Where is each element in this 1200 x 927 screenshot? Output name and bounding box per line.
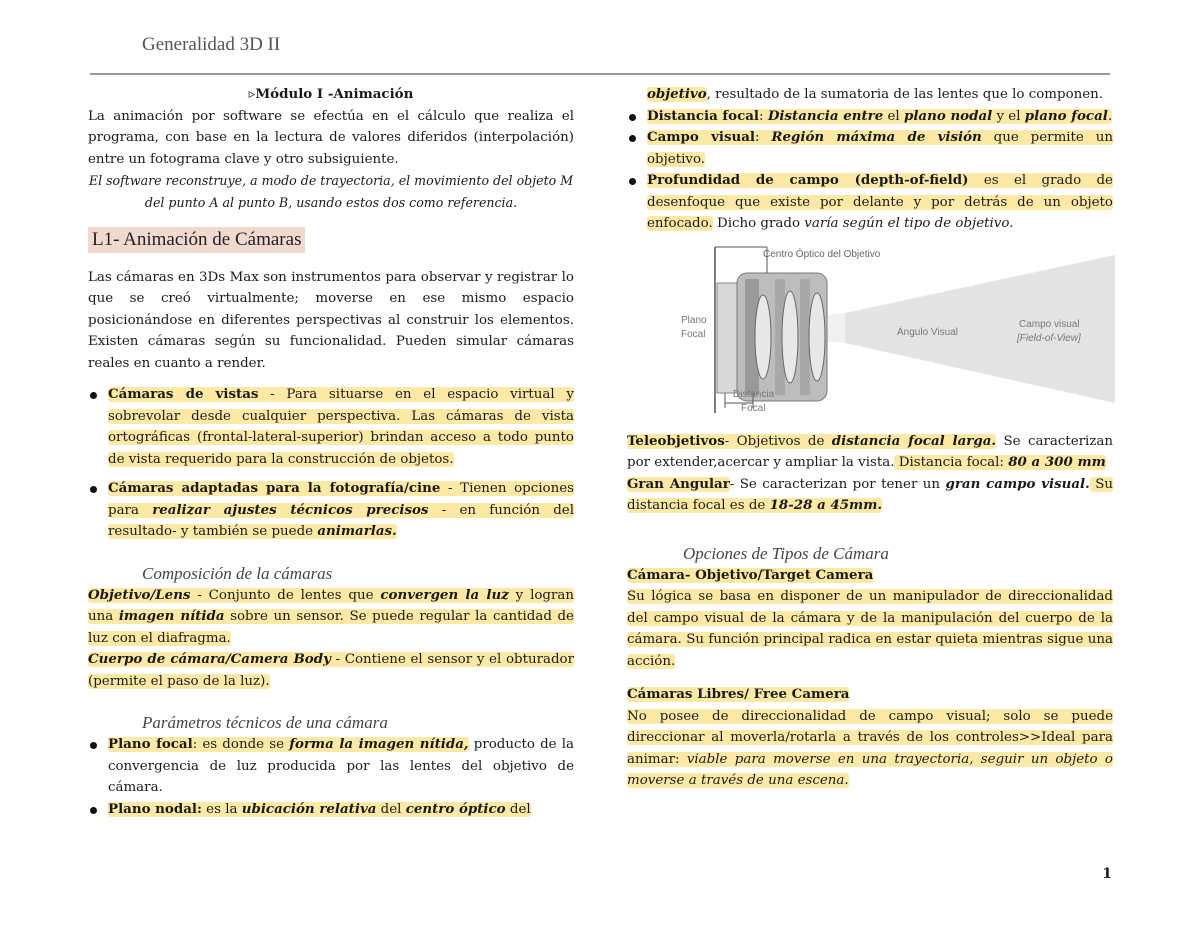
emphasis: varía según el tipo de objetivo. bbox=[804, 216, 1014, 231]
term: Objetivo/Lens bbox=[88, 586, 191, 603]
emphasis: forma la imagen nítida, bbox=[289, 736, 469, 752]
text: . bbox=[1107, 108, 1113, 124]
objective-paragraph bbox=[88, 585, 574, 650]
free-camera-text bbox=[627, 706, 1113, 792]
title: Cámaras Libres/ Free Camera bbox=[627, 686, 850, 702]
list-item bbox=[627, 106, 1113, 128]
label-focal-plane: Plano bbox=[681, 314, 707, 326]
lens-element bbox=[782, 291, 798, 383]
list-item bbox=[627, 127, 1113, 170]
subheading-parameters: Parámetros técnicos de una cámara bbox=[142, 713, 388, 732]
text: Dicho grado bbox=[712, 216, 805, 231]
emphasis: centro óptico bbox=[405, 800, 506, 817]
text: es la bbox=[201, 801, 242, 817]
bullet-emphasis: animarlas. bbox=[317, 523, 397, 539]
intro-paragraph: La animación por software se efectúa en el cálculo que realiza el programa, con base en la lectura de valores diferidos (interpolación) entre un fotograma clave y otro subsiguiente. bbox=[88, 108, 574, 167]
target-camera-text bbox=[627, 586, 1113, 672]
label-visual-angle: Ángulo Visual bbox=[897, 326, 958, 338]
free-camera-title bbox=[627, 684, 1113, 706]
telephoto-paragraph bbox=[627, 431, 1113, 474]
module-title: ▹Módulo I -Animación bbox=[248, 86, 414, 102]
subheading-composition: Composición de la cámaras bbox=[142, 563, 333, 583]
text: el bbox=[883, 108, 904, 124]
title: Cámara- Objetivo/Target Camera bbox=[627, 566, 874, 583]
list-item bbox=[88, 734, 574, 799]
page-number: 1 bbox=[1102, 866, 1112, 882]
text: - Se caracterizan por tener un bbox=[729, 476, 946, 492]
label-optical-center: Centro Óptico del Objetivo bbox=[763, 248, 881, 260]
bullet-text: - Para situarse en el espacio virtual y sobrevolar desde cualquier perspectiva. Las cámaras de vista ortográficas (frontal-lateral-superior) brindan acceso a todo punto de vista requerido para la construcción de objetos. bbox=[108, 387, 574, 467]
term: Plano focal bbox=[108, 736, 193, 752]
subheading-camera-options: Opciones de Tipos de Cámara bbox=[683, 543, 889, 563]
term: Cuerpo de cámara/Camera Body bbox=[88, 651, 331, 667]
text: y el bbox=[992, 108, 1025, 124]
text: : bbox=[759, 108, 768, 124]
text: No posee de direccionalidad de campo visual; solo se puede direccionar al moverla/rotarla a través de los controles>>Ideal para animar: bbox=[627, 708, 1113, 767]
text: - Contiene el sensor y el obturador (permite el paso de la luz). bbox=[88, 652, 575, 689]
emphasis: 18-28 a 45mm. bbox=[769, 497, 883, 513]
header-divider bbox=[90, 73, 1110, 75]
list-item bbox=[88, 799, 574, 821]
text: : es donde se bbox=[192, 737, 290, 752]
text: Se caracterizan por extender,acercar y ampliar la vista. bbox=[627, 433, 1113, 470]
text: y logran una bbox=[88, 587, 574, 624]
bullet-emphasis: realizar ajustes técnicos precisos bbox=[152, 501, 429, 518]
text: : bbox=[754, 130, 772, 145]
label-field-of-view: Campo visual bbox=[1019, 318, 1080, 330]
term: Plano nodal: bbox=[108, 800, 202, 817]
section-heading: L1- Animación de Cámaras bbox=[88, 227, 305, 253]
emphasis: imagen nítida bbox=[118, 608, 225, 624]
right-parameters-list bbox=[627, 106, 1113, 235]
list-item bbox=[88, 384, 574, 470]
right-column bbox=[627, 84, 1113, 792]
lens-element bbox=[809, 293, 825, 381]
bullet-term: Cámaras de vistas bbox=[108, 386, 259, 402]
bullet-text: - en función del resultado- y también se puede bbox=[108, 502, 574, 539]
camera-types-list bbox=[88, 384, 574, 543]
emphasis: gran campo visual. bbox=[945, 475, 1090, 492]
emphasis: objetivo bbox=[647, 86, 707, 102]
text: producto de la convergencia de luz producida por las lentes del objetivo de cámara. bbox=[108, 737, 575, 795]
text: , resultado de la sumatoria de las lentes que lo componen. bbox=[706, 87, 1104, 102]
emphasis: ubicación relativa bbox=[241, 800, 377, 817]
label-focal-distance: Distancia bbox=[733, 388, 775, 400]
bullet-text: - Tienen opciones para bbox=[108, 481, 574, 518]
term: Gran Angular bbox=[627, 475, 730, 492]
label-focal-distance-2: Focal bbox=[741, 402, 766, 414]
emphasis: plano nodal bbox=[903, 107, 993, 124]
emphasis: viable para moverse en una trayectoria, seguir un objeto o moverse a través de una escena. bbox=[627, 751, 1113, 788]
text: Su distancia focal es de bbox=[627, 476, 1114, 513]
text: Distancia focal: bbox=[894, 455, 1009, 470]
term: Teleobjetivos bbox=[627, 432, 725, 449]
text: Su lógica se basa en disponer de un manipulador de direccionalidad del campo visual de la cámara y de la manipulación del cuerpo de la cámara. Su función principal radica en estar quieta mientras sigue una acción. bbox=[627, 589, 1113, 669]
list-item bbox=[88, 478, 574, 543]
page-header-title: Generalidad 3D II bbox=[142, 34, 281, 55]
emphasis: Región máxima de visión bbox=[771, 129, 982, 145]
text: del bbox=[505, 801, 531, 817]
text: es el grado de desenfoque que existe por delante y por detrás de un objeto enfocado. bbox=[647, 173, 1113, 231]
camera-body-paragraph bbox=[88, 649, 574, 692]
text: - Objetivos de bbox=[724, 433, 832, 449]
parameters-list bbox=[88, 734, 574, 820]
list-item bbox=[627, 170, 1113, 235]
camera-lens-diagram bbox=[645, 243, 1115, 425]
text: - Conjunto de lentes que bbox=[190, 587, 381, 603]
text: sobre un sensor. Se puede regular la cantidad de luz con el diafragma. bbox=[88, 609, 574, 646]
lens-body-back bbox=[717, 283, 737, 393]
emphasis: plano focal bbox=[1024, 107, 1108, 124]
term: Distancia focal bbox=[647, 107, 760, 124]
emphasis: Distancia entre bbox=[767, 107, 884, 124]
text: del bbox=[376, 801, 406, 817]
text: que permite un objetivo. bbox=[647, 130, 1113, 167]
continued-text bbox=[627, 84, 1113, 106]
left-column bbox=[88, 84, 574, 820]
emphasis: distancia focal larga. bbox=[831, 432, 997, 449]
wide-angle-paragraph bbox=[627, 474, 1113, 517]
emphasis: 80 a 300 mm bbox=[1008, 454, 1106, 470]
term: Campo visual bbox=[647, 129, 755, 145]
label-field-of-view-en: [Field-of-View] bbox=[1017, 332, 1081, 344]
lens-element bbox=[755, 295, 771, 379]
term: Profundidad de campo (depth-of-field) bbox=[647, 172, 969, 188]
section-paragraph: Las cámaras en 3Ds Max son instrumentos para observar y registrar lo que se creó virtualmente; moverse en ese mismo espacio posicionándose en diferentes perspectivas al construir los elementos. Existen cámaras según su funcionalidad. Pueden simular cámaras reales en cuanto a render. bbox=[88, 269, 574, 371]
label-focal-plane-2: Focal bbox=[681, 328, 706, 340]
bullet-term: Cámaras adaptadas para la fotografía/cine bbox=[108, 480, 441, 496]
target-camera-title bbox=[627, 565, 1113, 587]
intro-italic-note: El software reconstruye, a modo de trayectoria, el movimiento del objeto M del punto A al punto B, usando estos dos como referencia. bbox=[88, 173, 574, 210]
emphasis: convergen la luz bbox=[380, 586, 509, 603]
